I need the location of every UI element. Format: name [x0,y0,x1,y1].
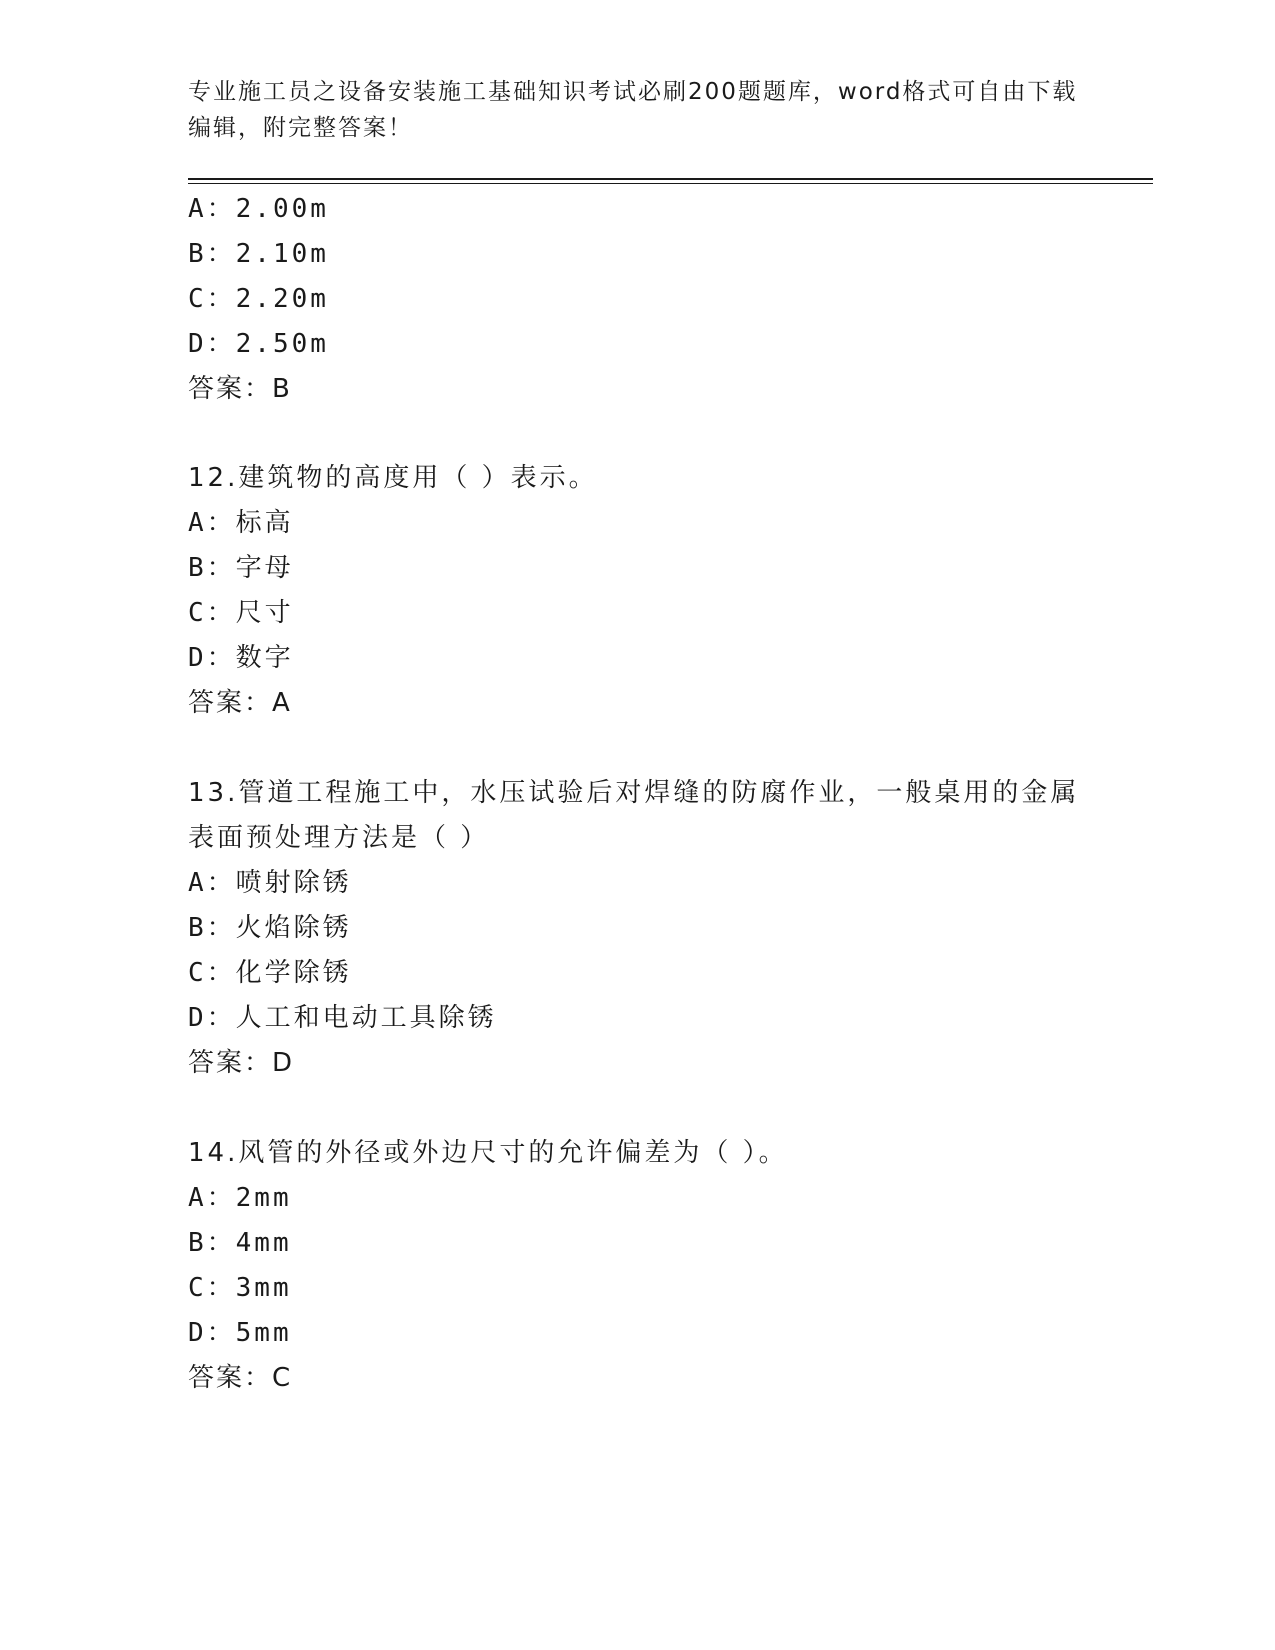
question-14-option-b: B：4mm [188,1228,292,1258]
question-14-answer: 答案：C [188,1363,293,1393]
question-13-option-b: B：火焰除锈 [188,913,352,943]
header-title-line-2: 编辑，附完整答案！ [188,115,413,141]
question-12-option-c: C：尺寸 [188,598,294,628]
question-13-stem-line-2: 表面预处理方法是（ ） [188,823,490,853]
question-13-option-d: D：人工和电动工具除锈 [188,1003,497,1033]
question-11-answer: 答案：B [188,374,292,404]
question-13-option-a: A：喷射除锈 [188,868,352,898]
question-12-answer: 答案：A [188,688,292,718]
question-11-option-b: B：2.10m [188,239,329,269]
question-14-option-a: A：2mm [188,1183,292,1213]
question-14-option-c: C：3mm [188,1273,292,1303]
question-12-option-b: B：字母 [188,553,294,583]
header-title-line-1: 专业施工员之设备安装施工基础知识考试必刷200题题库，word格式可自由下载 [188,79,1078,105]
question-12-stem: 12.建筑物的高度用（ ）表示。 [188,463,598,493]
header-divider [188,178,1153,184]
question-12-option-a: A：标高 [188,508,294,538]
question-11-option-a: A：2.00m [188,194,329,224]
question-14-stem: 14.风管的外径或外边尺寸的允许偏差为（ ）。 [188,1138,788,1168]
page-header [188,74,1088,146]
question-11-option-d: D：2.50m [188,329,329,359]
question-14-option-d: D：5mm [188,1318,292,1348]
question-11-option-c: C：2.20m [188,284,329,314]
question-13-option-c: C：化学除锈 [188,958,352,988]
question-13-stem-line-1: 13.管道工程施工中，水压试验后对焊缝的防腐作业，一般桌用的金属 [188,778,1080,808]
question-13-answer: 答案：D [188,1048,295,1078]
question-12-option-d: D：数字 [188,643,294,673]
